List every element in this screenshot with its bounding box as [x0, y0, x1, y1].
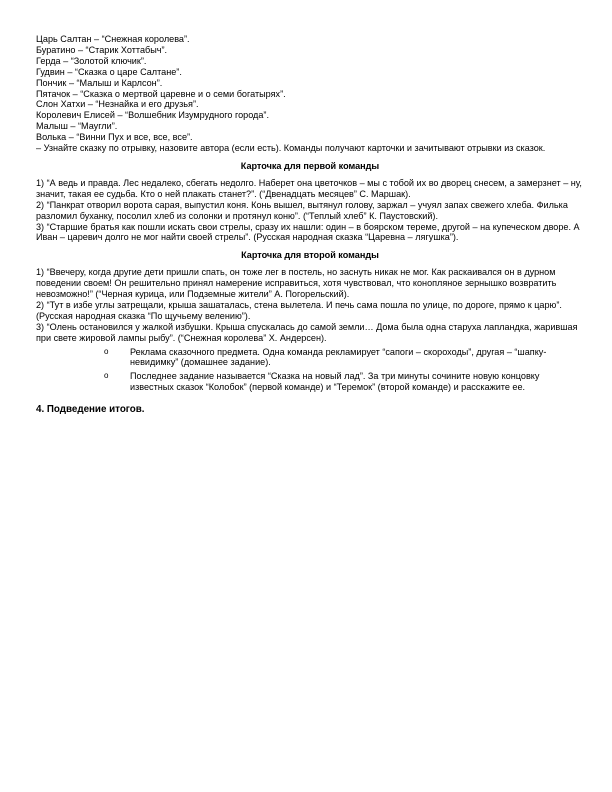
bullet-item — [104, 346, 584, 369]
pair-line: Слон Хатхи – “Незнайка и его друзья”. — [36, 99, 199, 110]
bullet-text: Последнее задание называется “Сказка на новый лад”. За три минуты сочините новую концовку известных сказок “Колобок” (первой команде) и “Теремок” (второй команде) и расскажите ее. — [130, 371, 540, 393]
card1-item: 3) “Старшие братья как пошли искать свои стрелы, сразу их нашли: один – в боярском тереме, другой – на купеческом дворе. А Иван – царевич долго не мог найти своей стрелы”. (Русская народная сказка “Царевна – лягушка”). — [36, 221, 580, 243]
card1-items — [36, 178, 584, 243]
pair-line: Пятачок – “Сказка о мертвой царевне и о семи богатырях”. — [36, 88, 286, 99]
section-4-heading: 4. Подведение итогов. — [36, 404, 145, 416]
pair-line: Королевич Елисей – “Волшебник Изумрудного города”. — [36, 110, 269, 121]
task-bullet-list — [36, 347, 584, 394]
card2-title: Карточка для второй команды — [241, 250, 379, 261]
bullet-item — [104, 371, 584, 393]
pair-line: Волька – “Винни Пух и все, все, все”. — [36, 132, 193, 143]
card2-item: 3) “Олень остановился у жалкой избушки. Крыша спускалась до самой земли… Дома была одна старуха лапландка, жарившая при свете жировой лампы рыбу”. (“Снежная королева” Х. Андерсен). — [36, 321, 578, 343]
card1-item: 1) “А ведь и правда. Лес недалеко, сбегать недолго. Наберет она цветочков – мы с тобой их во дворец снесем, а замерзнет – ну, значит, такая ее судьба. Кто о ней плакать станет?”. (“Двенадцать месяцев” С. Маршак). — [36, 177, 582, 199]
pair-line: Буратино – “Старик Хоттабыч”. — [36, 44, 168, 55]
bullet-text: Реклама сказочного предмета. Одна команда рекламирует “сапоги – скороходы”, другая – “шапку-невидимку” (домашнее задание). — [130, 346, 547, 368]
bullet-circle-icon: o — [104, 346, 109, 356]
card1-item: 2) “Панкрат отворил ворота сарая, выпустил коня. Конь вышел, вытянул голову, заржал – учуял запах свежего хлеба. Филька разломил буханку, посолил хлеб из солонки и протянул коню”. (“Теплый хлеб” К. Паустовский). — [36, 199, 568, 221]
document-body — [36, 34, 584, 416]
pair-line: Пончик – “Малыш и Карлсон”. — [36, 77, 163, 88]
pair-line: Гудвин – “Сказка о царе Салтане”. — [36, 66, 182, 77]
character-pairs-list — [36, 34, 584, 143]
card2-item: 1) “Ввечеру, когда другие дети пришли спать, он тоже лег в постель, но заснуть никак не мог. Как раскаивался он в дурном поведении своем! Он решительно принял намерение исправиться, хотя чувствовал, что конопляное зернышко возвратить невозможно!” (“Черная курица, или Подземные жители” А. Погорельский). — [36, 267, 557, 300]
card2-item: 2) “Тут в избе углы затрещали, крыша зашаталась, стена вылетела. И печь сама пошла по улице, по дороге, прямо к царю”. (Русская народная сказка “По щучьему велению”). — [36, 299, 562, 321]
card1-title: Карточка для первой команды — [240, 160, 380, 171]
pair-line: Малыш – “Маугли”. — [36, 121, 118, 132]
task-intro: – Узнайте сказку по отрывку, назовите автора (если есть). Команды получают карточки и зачитывают отрывки из сказок. — [36, 143, 546, 154]
pair-line: Царь Салтан – “Снежная королева”. — [36, 34, 190, 44]
card2-items — [36, 267, 584, 343]
pair-line: Герда – “Золотой ключик”. — [36, 55, 147, 66]
bullet-circle-icon: o — [104, 371, 109, 381]
